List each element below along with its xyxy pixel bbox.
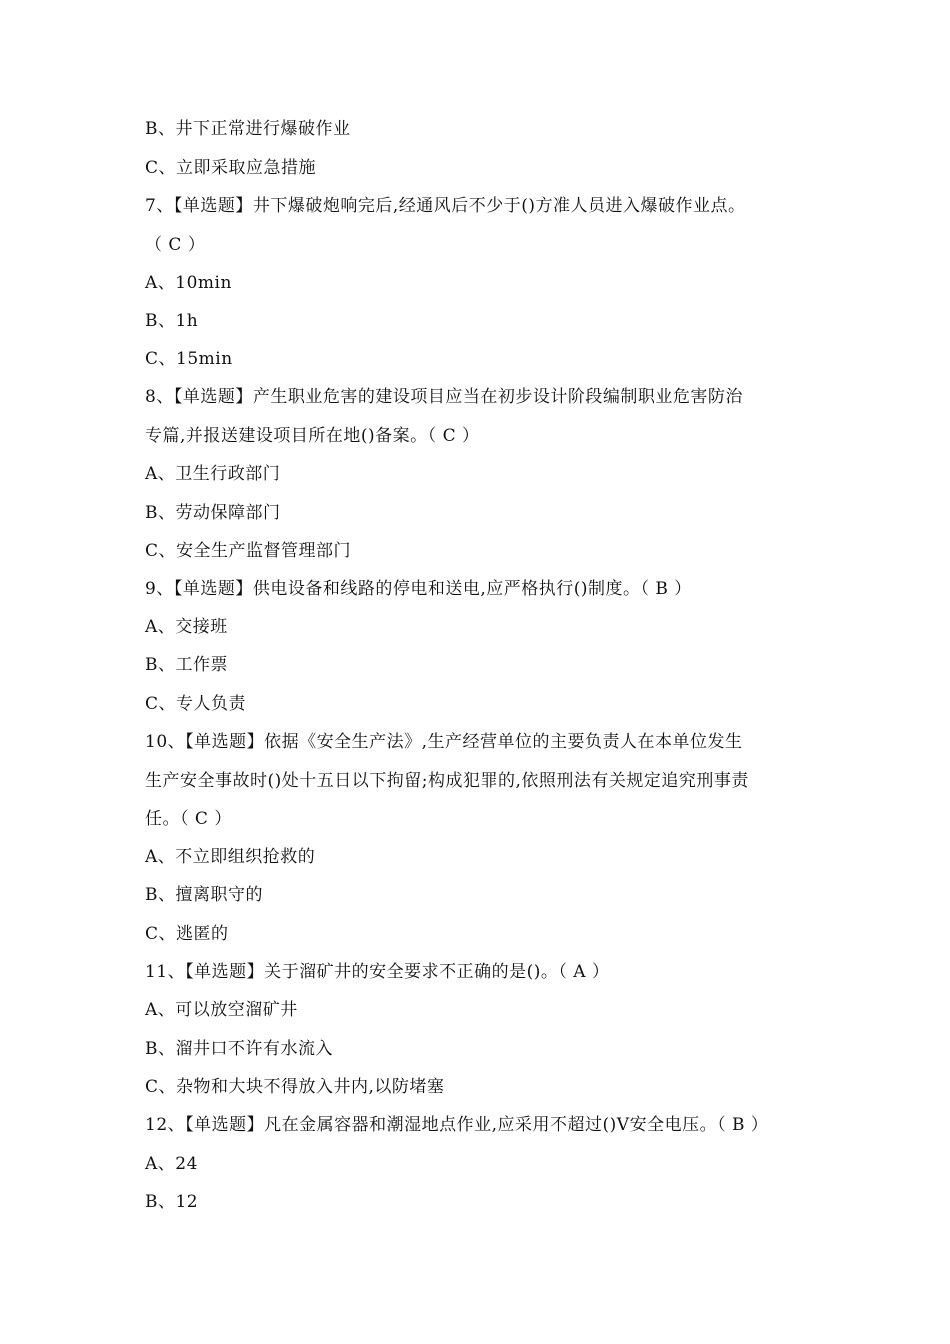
- option-line: B、劳动保障部门: [145, 503, 281, 523]
- option-line: B、12: [145, 1192, 199, 1212]
- option-line: C、15min: [145, 349, 233, 369]
- question-line: 10、【单选题】依据《安全生产法》,生产经营单位的主要负责人在本单位发生: [145, 732, 743, 752]
- option-line: C、杂物和大块不得放入井内,以防堵塞: [145, 1077, 445, 1097]
- option-line: A、不立即组织抢救的: [145, 847, 316, 867]
- question-line: 专篇,并报送建设项目所在地()备案。（ C ）: [145, 426, 480, 446]
- option-line: C、专人负责: [145, 694, 247, 714]
- question-line: 7、【单选题】井下爆破炮响完后,经通风后不少于()方准人员进入爆破作业点。: [145, 196, 746, 216]
- option-line: B、擅离职守的: [145, 885, 263, 905]
- question-line: 9、【单选题】供电设备和线路的停电和送电,应严格执行()制度。（ B ）: [145, 579, 692, 599]
- option-line: B、1h: [145, 311, 199, 331]
- option-line: A、24: [145, 1154, 198, 1174]
- option-line: A、可以放空溜矿井: [145, 1000, 298, 1020]
- question-line: 8、【单选题】产生职业危害的建设项目应当在初步设计阶段编制职业危害防治: [145, 387, 743, 407]
- option-line: A、10min: [145, 273, 232, 293]
- option-line: C、逃匿的: [145, 924, 229, 944]
- answer-line: （ C ）: [145, 235, 206, 255]
- option-line: A、交接班: [145, 617, 228, 637]
- question-line: 任。（ C ）: [145, 809, 232, 829]
- option-line: C、安全生产监督管理部门: [145, 541, 352, 561]
- option-line: B、工作票: [145, 655, 228, 675]
- option-line: A、卫生行政部门: [145, 464, 281, 484]
- option-line: B、溜井口不许有水流入: [145, 1039, 333, 1059]
- question-line: 11、【单选题】关于溜矿井的安全要求不正确的是()。（ A ）: [145, 962, 610, 982]
- option-line: C、立即采取应急措施: [145, 158, 317, 178]
- question-line: 12、【单选题】凡在金属容器和潮湿地点作业,应采用不超过()V安全电压。（ B ）: [145, 1115, 769, 1135]
- option-line: B、井下正常进行爆破作业: [145, 119, 351, 139]
- question-line: 生产安全事故时()处十五日以下拘留;构成犯罪的,依照刑法有关规定追究刑事责: [145, 771, 749, 791]
